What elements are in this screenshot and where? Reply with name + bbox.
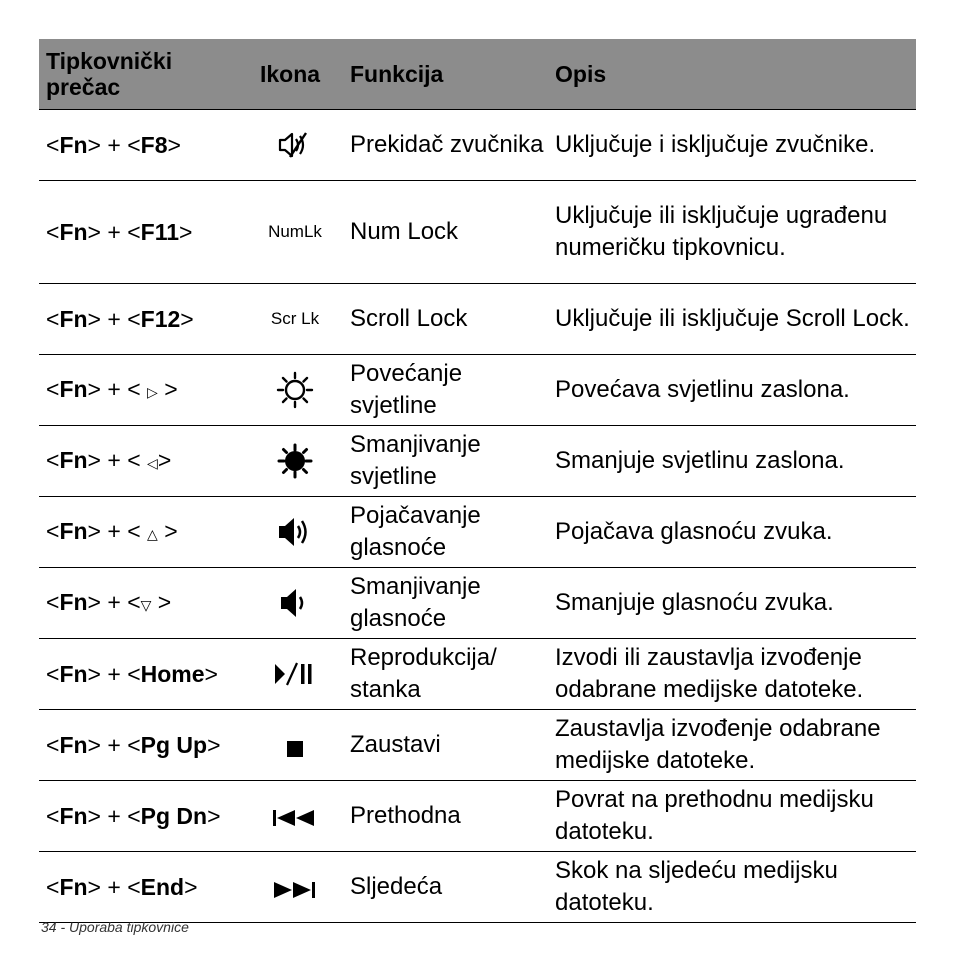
right-arrow-glyph: ▷ (147, 383, 158, 400)
function-cell: Smanjivanje svjetline (350, 431, 481, 490)
up-arrow-glyph: △ (147, 525, 158, 542)
function-cell: Scroll Lock (350, 305, 468, 332)
description-cell: Uključuje ili isključuje ugrađenu numeričku tipkovnicu. (555, 202, 888, 261)
description-cell: Pojačava glasnoću zvuka. (555, 518, 833, 545)
table-row (39, 181, 916, 284)
shortcut-cell: <Fn> + <F8> (46, 132, 181, 158)
shortcut-table (39, 39, 916, 923)
stop-icon (246, 731, 344, 759)
description-cell: Povrat na prethodnu medijsku datoteku. (555, 786, 874, 845)
table-row (39, 568, 916, 639)
function-cell: Povećanje svjetline (350, 360, 463, 419)
description-cell: Povećava svjetlinu zaslona. (555, 376, 850, 403)
volume-down-icon (246, 585, 344, 621)
shortcut-cell: <Fn> + <Home> (46, 661, 218, 687)
function-cell: Zaustavi (350, 731, 441, 758)
shortcut-cell: <Fn> + < ▷ > (46, 375, 178, 402)
table-row (39, 355, 916, 426)
scrlk-label: Scr Lk (270, 309, 320, 328)
shortcut-cell: <Fn> + < ◁> (46, 446, 172, 473)
previous-track-icon (246, 803, 344, 829)
description-cell: Uključuje ili isključuje Scroll Lock. (555, 305, 910, 332)
header-function: Funkcija (350, 61, 444, 87)
shortcut-cell: <Fn> + <End> (46, 874, 198, 900)
function-cell: Num Lock (350, 218, 459, 245)
description-cell: Uključuje i isključuje zvučnike. (555, 131, 876, 158)
header-shortcut: Tipkovnički prečac (46, 48, 173, 100)
volume-up-icon (246, 514, 344, 550)
table-row (39, 639, 916, 710)
description-cell: Skok na sljedeću medijsku datoteku. (555, 857, 838, 916)
table-row (39, 781, 916, 852)
page-footer: 34 - Uporaba tipkovnice (41, 919, 189, 935)
shortcut-cell: <Fn> + <Pg Dn> (46, 803, 221, 829)
left-arrow-glyph: ◁ (147, 454, 158, 471)
function-cell: Prethodna (350, 802, 461, 829)
table-row (39, 426, 916, 497)
table-row (39, 497, 916, 568)
down-arrow-glyph: ▽ (140, 596, 152, 613)
header-icon: Ikona (260, 61, 321, 87)
shortcut-cell: <Fn> + <F12> (46, 306, 194, 332)
function-cell: Pojačavanje glasnoće (350, 502, 481, 561)
header-description: Opis (555, 61, 607, 87)
brightness-up-icon (246, 371, 344, 409)
speaker-mute-icon (246, 130, 344, 160)
function-cell: Prekidač zvučnika (350, 131, 544, 158)
description-cell: Smanjuje svjetlinu zaslona. (555, 447, 845, 474)
description-cell: Izvodi ili zaustavlja izvođenje odabrane medijske datoteke. (555, 644, 864, 703)
table-row (39, 852, 916, 923)
shortcut-cell: <Fn> + <▽ > (46, 588, 172, 615)
function-cell: Smanjivanje glasnoće (350, 573, 481, 632)
shortcut-cell: <Fn> + <F11> (46, 219, 193, 245)
table-row (39, 710, 916, 781)
table-row (39, 110, 916, 181)
description-cell: Smanjuje glasnoću zvuka. (555, 589, 834, 616)
function-cell: Sljedeća (350, 873, 443, 900)
function-cell: Reprodukcija/ stanka (350, 644, 497, 703)
table-row (39, 284, 916, 355)
next-track-icon (246, 873, 344, 901)
numlk-label: NumLk (268, 222, 322, 241)
description-cell: Zaustavlja izvođenje odabrane medijske datoteke. (555, 715, 881, 774)
shortcut-cell: <Fn> + <Pg Up> (46, 732, 221, 758)
shortcut-cell: <Fn> + < △ > (46, 517, 178, 544)
play-pause-icon (246, 661, 344, 687)
table-header (39, 39, 916, 110)
brightness-down-icon (246, 442, 344, 480)
